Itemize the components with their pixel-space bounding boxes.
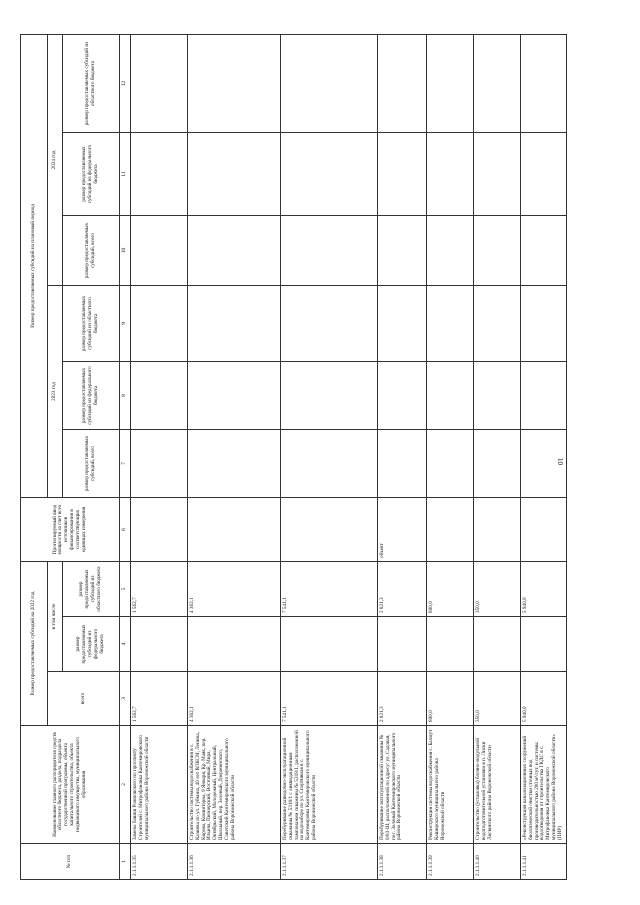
row-cell bbox=[427, 286, 474, 362]
header-2022-incl: в том числе bbox=[48, 562, 63, 672]
header-plan-group: Размер предоставляемых субсидий на плановый период bbox=[21, 35, 48, 498]
row-cell bbox=[521, 286, 567, 362]
row-cell bbox=[427, 133, 474, 216]
header-2022-group: Размер предоставляемых субсидий на 2022 год bbox=[21, 562, 48, 726]
row-total: 800,0 bbox=[427, 672, 474, 726]
header-2023-total: размер предоставляемых субсидий, всего bbox=[63, 430, 120, 498]
row-cell bbox=[474, 216, 521, 286]
row-cell bbox=[378, 133, 427, 216]
row-cell bbox=[281, 35, 378, 133]
row-obl: 800,0 bbox=[427, 562, 474, 617]
header-2023: 2023 год bbox=[48, 286, 63, 498]
row-total: 2 821,3 bbox=[378, 672, 427, 726]
row-fed bbox=[474, 617, 521, 672]
row-fed bbox=[131, 617, 188, 672]
row-obl: 1 562,7 bbox=[131, 562, 188, 617]
table-row bbox=[281, 35, 378, 880]
row-name: Строительство (установка) блочно-модульной водоподготовительной установки в п. Лиски Лискинского района Воронежской области bbox=[474, 726, 521, 844]
row-total: 350,0 bbox=[474, 672, 521, 726]
row-capacity bbox=[131, 498, 188, 562]
rotated-page bbox=[20, 35, 620, 880]
column-number: 2 bbox=[120, 726, 131, 844]
row-cell bbox=[131, 286, 188, 362]
column-number: 8 bbox=[120, 362, 131, 430]
header-2022-fed: размер предоставляемых субсидий из федерального бюджета bbox=[63, 617, 120, 672]
row-cell bbox=[378, 35, 427, 133]
row-cell bbox=[521, 430, 567, 498]
row-name: Строительство системы водоснабжения в с. Казинка по ул. Губкина, 40 лет ВЛКСМ, Ленина, Кирова, Коминтерна, 9 Января, Кр. Маяк, пер. Ильича, Пионерский, Восточный, Мира, Октябрьский, Молодежный, Центральный, Школьный, пер. Зеленый, Дзержинского, Советский Кантемировского муниципального района Воронежской области bbox=[188, 726, 281, 844]
row-cell bbox=[474, 430, 521, 498]
row-cell bbox=[378, 286, 427, 362]
row-cell bbox=[131, 430, 188, 498]
row-cell bbox=[281, 286, 378, 362]
column-number: 12 bbox=[120, 35, 131, 133]
header-capacity: Прогнозируемый ввод мощности за счет всех источников финансирования в соответствующих единицах измерения bbox=[21, 498, 120, 562]
row-cell bbox=[281, 362, 378, 430]
column-number: 3 bbox=[120, 672, 131, 726]
table-row bbox=[427, 35, 474, 880]
row-num: 2.1.1.1.37 bbox=[281, 844, 378, 880]
row-cell bbox=[131, 362, 188, 430]
row-name: Замена башни Рожновского по проспекту Строителей с. Митрофановка Кантемировского муниципального района Воронежской области bbox=[131, 726, 188, 844]
row-cell bbox=[131, 35, 188, 133]
row-capacity: объект bbox=[378, 498, 427, 562]
subsidy-table bbox=[20, 34, 567, 880]
row-cell bbox=[188, 362, 281, 430]
row-capacity bbox=[188, 498, 281, 562]
header-2024-obl: размер предоставляемых субсидий из областного бюджета bbox=[63, 35, 120, 133]
column-number: 9 bbox=[120, 286, 131, 362]
row-obl: 2 821,3 bbox=[378, 562, 427, 617]
row-name: Перебуривание эксплуатационной скважины № 0/83-Ш, расположенной по адресу: ул. Садовая, пос. Зеленый Кантемировского муниципального района Воронежской области bbox=[378, 726, 427, 844]
row-cell bbox=[521, 133, 567, 216]
row-cell bbox=[521, 362, 567, 430]
header-2024: 2024 год bbox=[48, 35, 63, 286]
row-cell bbox=[188, 133, 281, 216]
row-fed bbox=[521, 617, 567, 672]
row-cell bbox=[521, 216, 567, 286]
row-total: 5 940,0 bbox=[521, 672, 567, 726]
row-fed bbox=[188, 617, 281, 672]
row-cell bbox=[474, 362, 521, 430]
row-cell bbox=[378, 216, 427, 286]
column-number: 11 bbox=[120, 133, 131, 216]
row-cell bbox=[474, 35, 521, 133]
table-row bbox=[378, 35, 427, 880]
row-cell bbox=[378, 430, 427, 498]
row-capacity bbox=[427, 498, 474, 562]
column-number: 4 bbox=[120, 617, 131, 672]
row-name: Перебуривание разведочно-эксплуатационной скважины № 5318/1 с ликвидационным тампонажем скважины № 5318/1, расположенной на водозаборе по ул. Спортивная в с. Кантемировка Кантемировского муниципального района Воронежской области bbox=[281, 726, 378, 844]
row-num: 2.1.1.1.35 bbox=[131, 844, 188, 880]
row-cell bbox=[474, 133, 521, 216]
row-cell bbox=[427, 35, 474, 133]
header-2024-total: размер предоставляемых субсидий, всего bbox=[63, 216, 120, 286]
row-num: 2.1.1.1.40 bbox=[474, 844, 521, 880]
header-2024-fed: размер предоставляемых субсидий из федерального бюджета bbox=[63, 133, 120, 216]
row-fed bbox=[281, 617, 378, 672]
row-capacity bbox=[521, 498, 567, 562]
row-capacity bbox=[474, 498, 521, 562]
row-cell bbox=[131, 216, 188, 286]
table-row bbox=[131, 35, 188, 880]
row-fed bbox=[378, 617, 427, 672]
table-row bbox=[521, 35, 567, 880]
header-2023-obl: размер предоставляемых субсидий из областного бюджета bbox=[63, 286, 120, 362]
row-cell bbox=[427, 216, 474, 286]
row-cell bbox=[188, 216, 281, 286]
row-obl: 350,0 bbox=[474, 562, 521, 617]
row-num: 2.1.1.1.41 bbox=[521, 844, 567, 880]
header-2023-fed: размер предоставляемых субсидий из федерального бюджета bbox=[63, 362, 120, 430]
header-2022-obl: размер предоставляемых субсидий из областного бюджета bbox=[63, 562, 120, 617]
column-number: 6 bbox=[120, 498, 131, 562]
column-number: 10 bbox=[120, 216, 131, 286]
row-cell bbox=[521, 35, 567, 133]
row-total: 4 362,1 bbox=[188, 672, 281, 726]
header-2022-total: всего bbox=[48, 672, 120, 726]
row-obl: 5 940,0 bbox=[521, 562, 567, 617]
page-number: 10 bbox=[556, 458, 564, 465]
row-cell bbox=[281, 216, 378, 286]
row-cell bbox=[188, 430, 281, 498]
header-name: Наименование главного распорядителя средств областного бюджета, раздела, подраздела государственной программы, объекта капитального строительства, объекта недвижимого имущества, муниципального образования bbox=[21, 726, 120, 844]
row-total: 7 541,1 bbox=[281, 672, 378, 726]
row-cell bbox=[188, 286, 281, 362]
row-num: 2.1.1.1.36 bbox=[188, 844, 281, 880]
row-cell bbox=[281, 430, 378, 498]
table-row bbox=[474, 35, 521, 880]
row-cell bbox=[474, 286, 521, 362]
row-num: 2.1.1.1.38 bbox=[378, 844, 427, 880]
row-cell bbox=[281, 133, 378, 216]
row-capacity bbox=[281, 498, 378, 562]
row-cell bbox=[378, 362, 427, 430]
row-cell bbox=[131, 133, 188, 216]
row-cell bbox=[188, 35, 281, 133]
row-cell bbox=[427, 430, 474, 498]
row-name: Реконструкция системы водоснабжения с. Бахмут Каширского муниципального района Воронежской области bbox=[427, 726, 474, 844]
header-num: № п/п bbox=[21, 844, 120, 880]
column-number: 1 bbox=[120, 844, 131, 880]
column-numbers-row bbox=[120, 35, 131, 880]
column-number: 7 bbox=[120, 430, 131, 498]
row-num: 2.1.1.1.39 bbox=[427, 844, 474, 880]
column-number: 5 bbox=[120, 562, 131, 617]
table-row bbox=[188, 35, 281, 880]
row-obl: 7 541,1 bbox=[281, 562, 378, 617]
row-cell bbox=[427, 362, 474, 430]
row-total: 1 562,7 bbox=[131, 672, 188, 726]
row-name: «Реконструкция канализационных сооружений биологической очистки сточных вод производительностью 200 м³/сут. и системы водоотведения от строительства ГКДС в с. Митрофановка Кантемировского муниципального района Воронежской области» (ПИР) bbox=[521, 726, 567, 844]
row-fed bbox=[427, 617, 474, 672]
row-obl: 4 362,1 bbox=[188, 562, 281, 617]
